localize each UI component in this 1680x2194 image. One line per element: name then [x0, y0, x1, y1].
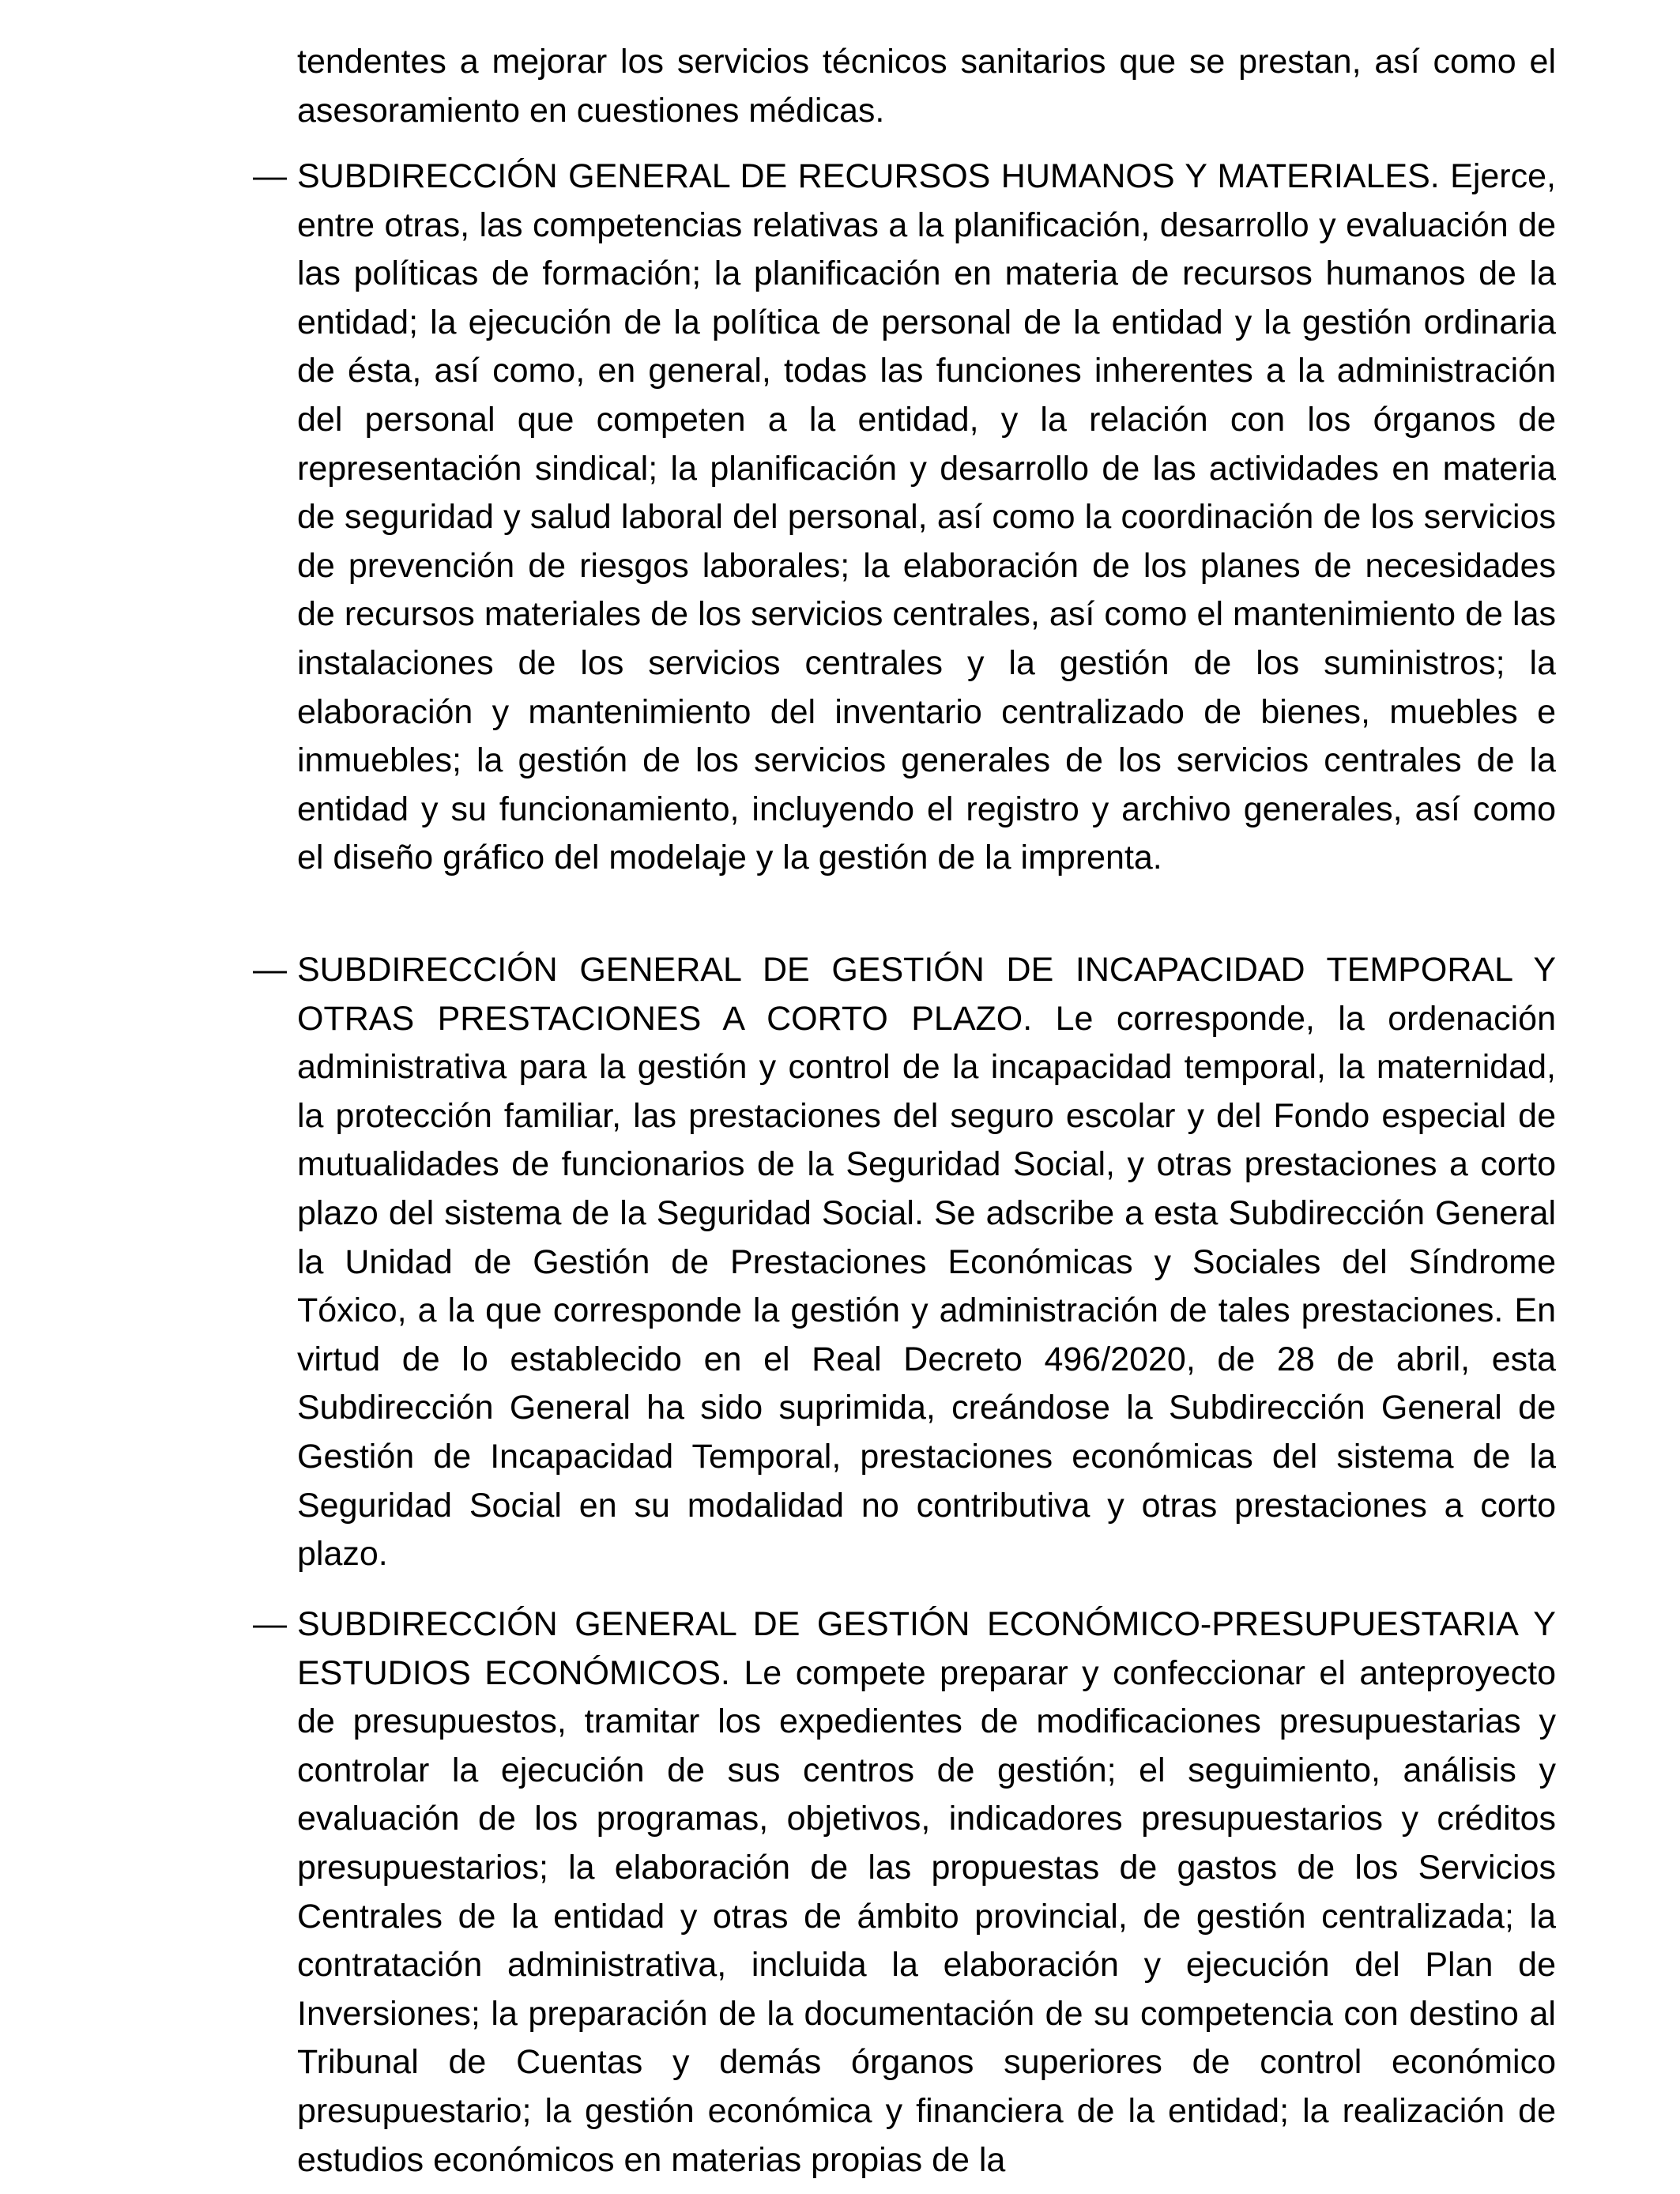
item-heading: SUBDIRECCIÓN GENERAL DE RECURSOS HUMANOS Y MATERIALES.	[297, 157, 1440, 195]
continuation-paragraph: tendentes a mejorar los servicios técnicos sanitarios que se prestan, así como el asesoramiento en cuestiones médicas.	[297, 43, 1556, 130]
item-heading: SUBDIRECCIÓN GENERAL DE GESTIÓN DE INCAPACIDAD TEMPORAL Y OTRAS PRESTACIONES A CORTO PLAZO.	[297, 951, 1556, 1038]
item-body: Le compete preparar y confeccionar el anteproyecto de presupuestos, tramitar los expedientes de modificaciones presupuestarias y controlar la ejecución de sus centros de gestión; el seguimiento, análisis y evaluación de los programas, objetivos, indicadores presupuestarios y créditos presupuestarios; la elaboración de las propuestas de gastos de los Servicios Centrales de la entidad y otras de ámbito provincial, de gestión centralizada; la contratación administrativa, incluida la elaboración y ejecución del Plan de Inversiones; la preparación de la documentación de su competencia con destino al Tribunal de Cuentas y demás órganos superiores de control económico presupuestario; la gestión económica y financiera de la entidad; la realización de estudios económicos en materias propias de la	[297, 1653, 1556, 2179]
list-item-recursos-humanos	[253, 153, 1556, 883]
em-dash-bullet: —	[253, 1605, 287, 1643]
item-body: Le corresponde, la ordenación administrativa para la gestión y control de la incapacidad temporal, la maternidad, la protección familiar, las prestaciones del seguro escolar y del Fondo especial de mutualidades de funcionarios de la Seguridad Social, y otras prestaciones a corto plazo del sistema de la Seguridad Social. Se adscribe a esta Subdirección General la Unidad de Gestión de Prestaciones Económicas y Sociales del Síndrome Tóxico, a la que corresponde la gestión y administración de tales prestaciones. En virtud de lo establecido en el Real Decreto 496/2020, de 28 de abril, esta Subdirección General ha sido suprimida, creándose la Subdirección General de Gestión de Incapacidad Temporal, prestaciones económicas del sistema de la Seguridad Social en su modalidad no contributiva y otras prestaciones a corto plazo.	[297, 999, 1556, 1574]
item-body: Ejerce, entre otras, las competencias relativas a la planificación, desarrollo y evaluación de las políticas de formación; la planificación en materia de recursos humanos de la entidad; la ejecución de la política de personal de la entidad y la gestión ordinaria de ésta, así como, en general, todas las funciones inherentes a la administración del personal que competen a la entidad, y la relación con los órganos de representación sindical; la planificación y desarrollo de las actividades en materia de seguridad y salud laboral del personal, así como la coordinación de los servicios de prevención de riesgos laborales; la elaboración de los planes de necesidades de recursos materiales de los servicios centrales, así como el mantenimiento de las instalaciones de los servicios centrales y la gestión de los suministros; la elaboración y mantenimiento del inventario centralizado de bienes, muebles e inmuebles; la gestión de los servicios generales de los servicios centrales de la entidad y su funcionamiento, incluyendo el registro y archivo generales, así como el diseño gráfico del modelaje y la gestión de la imprenta.	[297, 157, 1556, 877]
list-item-incapacidad-temporal	[253, 946, 1556, 1579]
list-item-gestion-economica	[253, 1600, 1556, 2185]
item-heading: SUBDIRECCIÓN GENERAL DE GESTIÓN ECONÓMICO-PRESUPUESTARIA Y ESTUDIOS ECONÓMICOS.	[297, 1605, 1556, 1692]
em-dash-bullet: —	[253, 951, 287, 989]
em-dash-bullet: —	[253, 157, 287, 195]
